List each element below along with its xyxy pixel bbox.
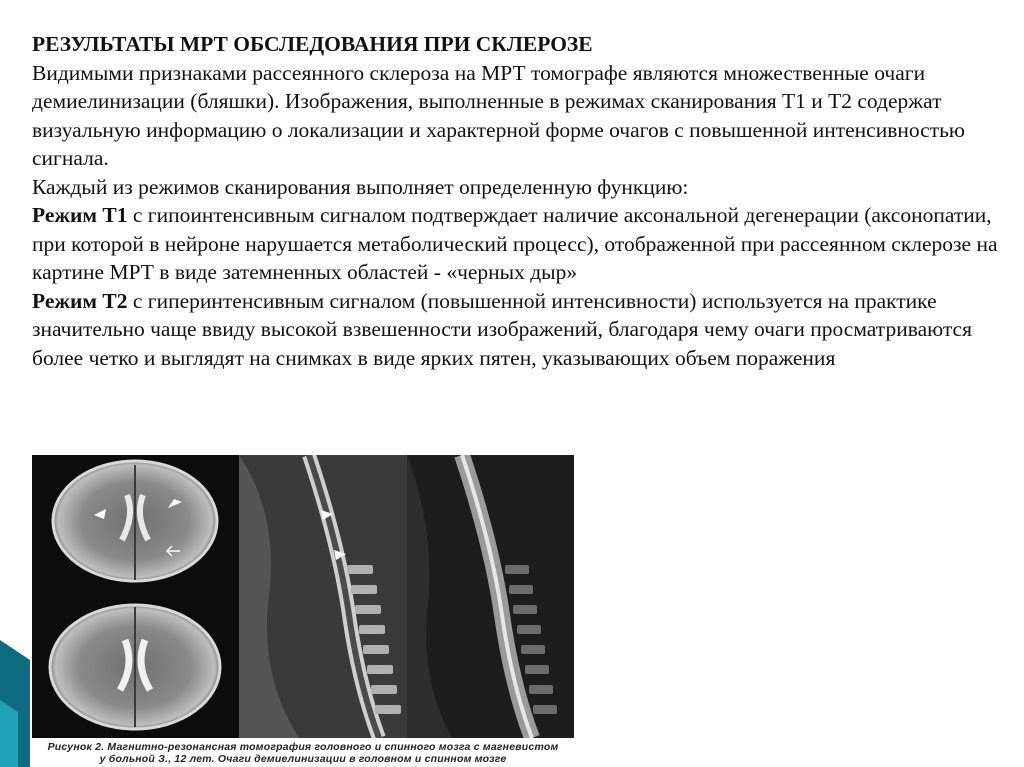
mode-t2-paragraph [32, 287, 1017, 373]
figure-caption-line-2: у больной З., 12 лет. Очаги демиелинизации в головном и спинном мозге [99, 753, 507, 765]
mri-brain-axial-image [32, 455, 239, 738]
mode-t1-label: Режим Т1 [32, 203, 128, 227]
intro-paragraph: Видимыми признаками рассеянного склероза на МРТ томографе являются множественные очаги демиелинизации (бляшки). Изображения, выполненные в режимах сканирования Т1 и Т2 содержат визуальную информацию о локализации и характерной форме очагов с повышенной интенсивностью сигнала. [32, 60, 965, 170]
mri-spine-t2-panel [407, 455, 574, 738]
mri-spine-t1-panel [239, 455, 407, 738]
mri-figure [32, 455, 574, 767]
corner-shape-light [0, 700, 18, 767]
mode-t2-label: Режим Т2 [32, 288, 128, 313]
functions-sentence: Каждый из режимов сканирования выполняет определенную функцию: [32, 174, 689, 199]
mri-spine-t2-image [407, 455, 574, 738]
mri-spine-t1-image [239, 455, 407, 738]
mode-t1-paragraph [32, 201, 1017, 287]
mode-t2-text: с гиперинтенсивным сигналом (повышенной интенсивности) используется на практике значительно чаще ввиду высокой взвешенности изображений, благодаря чему очаги просматриваются более четко и выглядят на снимках в виде ярких пятен, указывающих объем поражения [32, 288, 972, 370]
corner-shape-dark [0, 640, 30, 767]
text-block [32, 30, 1017, 372]
slide-title: РЕЗУЛЬТАТЫ МРТ ОБСЛЕДОВАНИЯ ПРИ СКЛЕРОЗЕ [32, 32, 593, 56]
figure-caption-line-1: Рисунок 2. Магнитно-резонансная томография головного и спинного мозга с магневистом [47, 741, 559, 753]
mode-t1-text: с гипоинтенсивным сигналом подтверждает наличие аксональной дегенерации (аксонопатии, при которой в нейроне нарушается метаболический процесс), отображенной при рассеянном склерозе на картине МРТ в виде затемненных областей - «черных дыр» [32, 203, 998, 284]
figure-caption [32, 738, 574, 767]
mri-brain-axial-panel [32, 455, 239, 738]
